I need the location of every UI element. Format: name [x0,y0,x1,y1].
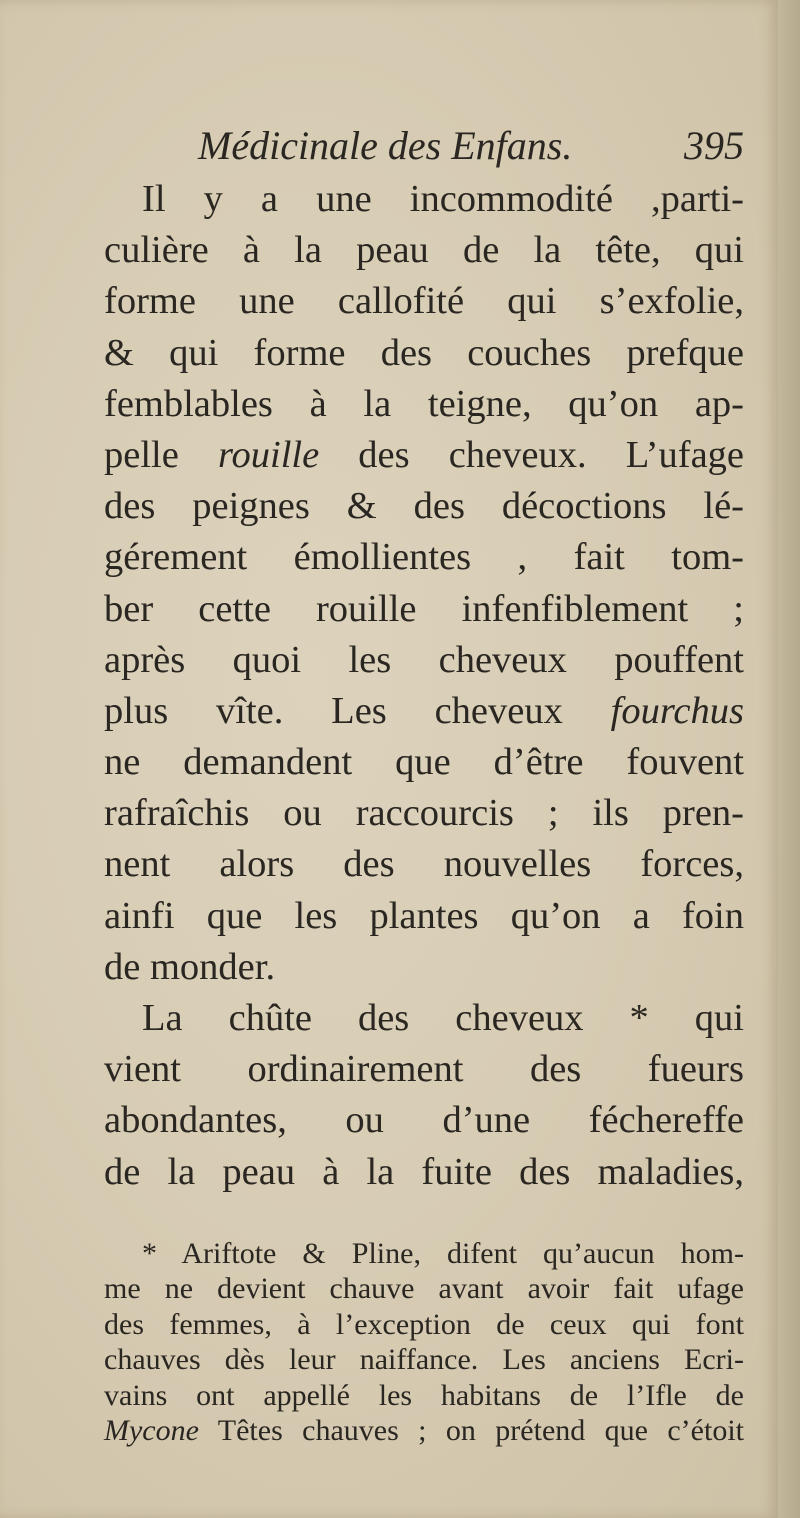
text-run: Têtes chauves ; on prétend que c’étoit [198,1414,744,1448]
footnote-line: vains ont appellé les habitans de l’Ifle de [104,1378,744,1412]
footnote-gap [104,1198,744,1236]
text-line: La chûte des cheveux * qui [142,997,744,1039]
text-line: forme une callofité qui s’exfolie, [104,280,744,323]
text-line: abondantes, ou d’une féchereffe [104,1099,744,1142]
footnote-line: chauves dès leur naiffance. Les anciens Ecri- [104,1343,744,1377]
text-line: vient ordinairement des fueurs [104,1048,744,1091]
footnote-line [104,1413,744,1449]
running-title: Médicinale des Enfans. [198,123,573,168]
footnote-line: me ne devient chauve avant avoir fait ufage [104,1272,744,1306]
text-line: ne demandent que d’être fouvent [104,741,744,784]
text-line: nent alors des nouvelles forces, [104,843,744,886]
page-number: 395 [684,123,744,168]
text-line: après quoi les cheveux pouffent [104,638,744,681]
text-line: de monder. [104,945,276,988]
footnote-line: * Ariftote & Pline, difent qu’aucun hom- [142,1236,744,1270]
text-block [104,118,744,1449]
text-line [104,686,744,737]
text-line [104,430,744,481]
italic-term: Mycone [104,1414,199,1448]
text-line: ainfi que les plantes qu’on a foin [104,894,744,937]
text-line: femblables à la teigne, qu’on ap- [104,382,744,425]
text-line: gérement émollientes , fait tom- [104,536,744,579]
text-line: Il y a une incommodité ,parti- [142,178,744,220]
footnote-line: des femmes, à l’exception de ceux qui font [104,1307,744,1341]
italic-term: fourchus [610,689,744,732]
text-run: plus vîte. Les cheveux [104,689,611,732]
page-edge [778,0,800,1518]
text-line: & qui forme des couches prefque [104,331,744,374]
body-text [104,174,744,1198]
text-line: de la peau à la fuite des maladies, [104,1150,744,1193]
text-run: pelle [104,433,218,476]
text-line: des peignes & des décoctions lé- [104,485,744,528]
text-run: des cheveux. L’ufage [319,433,744,476]
text-line: culière à la peau de la tête, qui [104,229,744,272]
text-line: rafraîchis ou raccourcis ; ils pren- [104,792,744,835]
running-head [104,118,744,174]
footnote [104,1236,744,1449]
italic-term: rouille [217,433,320,476]
text-line: ber cette rouille infenfiblement ; [104,587,744,630]
